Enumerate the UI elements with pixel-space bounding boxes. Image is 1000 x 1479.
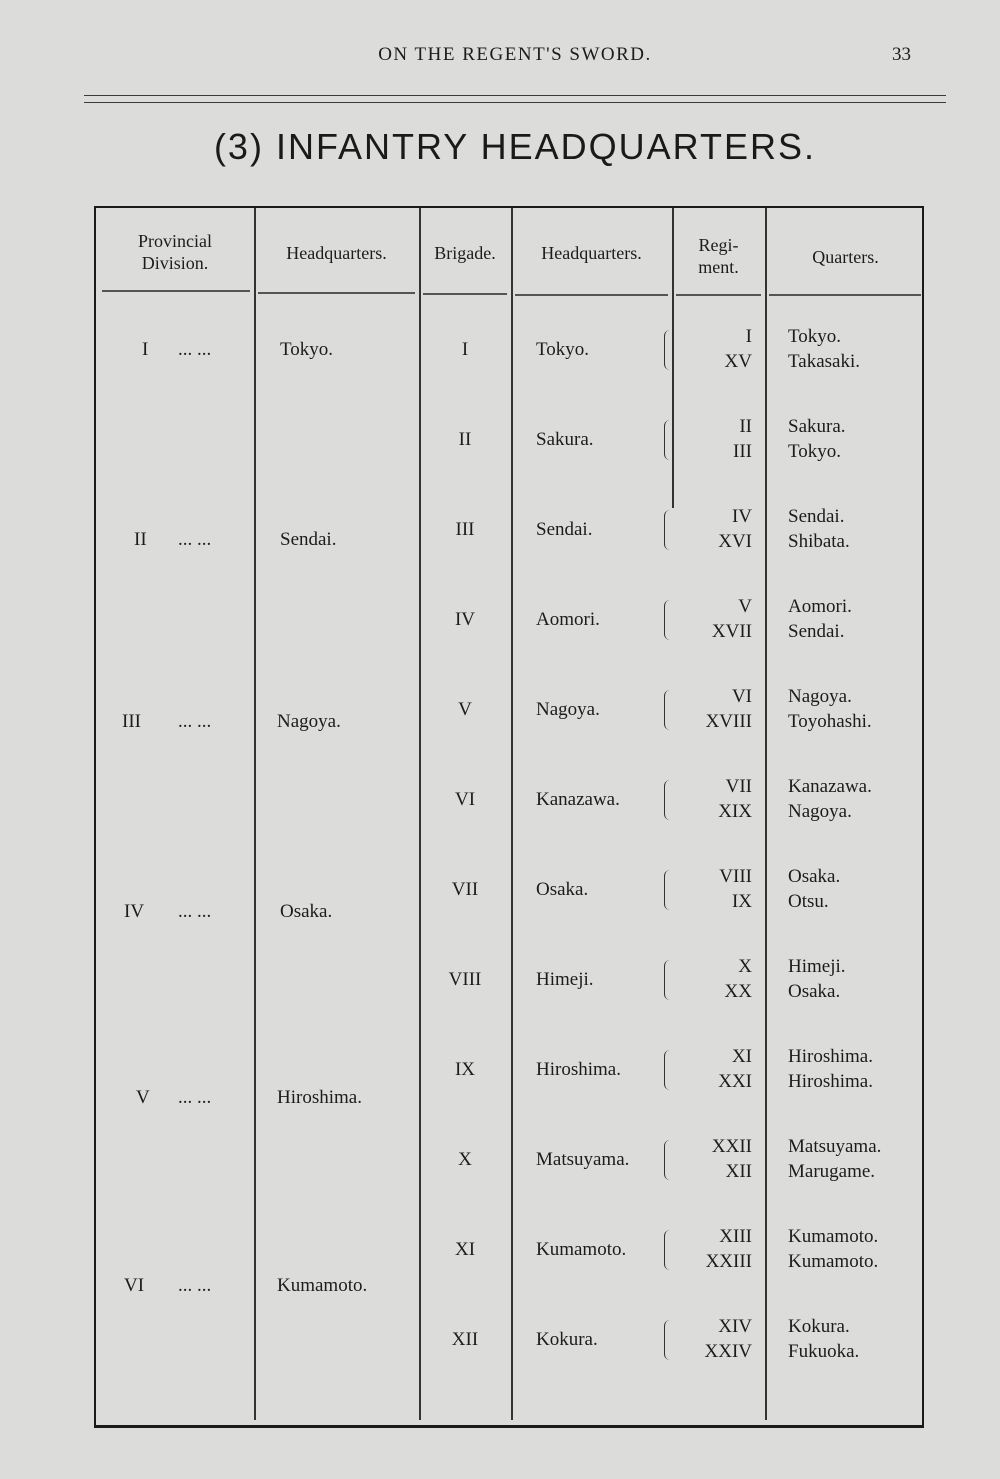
running-head — [0, 44, 1000, 74]
brigade-headquarters: Kumamoto. — [536, 1239, 627, 1260]
header-rule — [515, 294, 668, 296]
brigade-number: XII — [451, 1329, 479, 1350]
header-brigade: Brigade. — [434, 243, 496, 263]
division-headquarters: Osaka. — [280, 901, 333, 922]
brigade-headquarters: Nagoya. — [536, 699, 600, 720]
regiment-number: X — [738, 956, 752, 977]
header-rule — [102, 290, 250, 292]
header-rule — [258, 292, 415, 294]
brigade-number: IV — [454, 609, 476, 630]
quarters-location: Fukuoka. — [788, 1341, 860, 1362]
regiment-number: XXIII — [705, 1251, 752, 1272]
brigade-headquarters: Himeji. — [536, 969, 594, 990]
header-quarters: Quarters. — [812, 247, 879, 267]
brace-icon — [664, 420, 670, 460]
brigade-row — [96, 1314, 926, 1366]
division-dots: ... ... — [178, 339, 212, 360]
brace-icon — [664, 330, 670, 370]
regiment-number: XXI — [718, 1071, 752, 1092]
division-dots: ... ... — [178, 1087, 212, 1108]
brigade-row — [96, 774, 926, 826]
brigade-number: V — [458, 699, 472, 720]
quarters-location: Marugame. — [788, 1161, 876, 1182]
brigade-number: II — [458, 429, 472, 450]
quarters-location: Tokyo. — [788, 441, 842, 462]
regiment-number: XVI — [718, 531, 752, 552]
division-dots: ... ... — [178, 1275, 212, 1296]
quarters-location: Matsuyama. — [788, 1136, 882, 1157]
regiment-number: I — [745, 326, 752, 347]
header-rule — [769, 294, 921, 296]
brace-icon — [664, 600, 670, 640]
brigade-number: VIII — [448, 969, 482, 990]
division-headquarters: Kumamoto. — [277, 1275, 368, 1296]
quarters-location: Kumamoto. — [788, 1226, 879, 1247]
regiment-number: VII — [725, 776, 752, 797]
brigade-number: III — [455, 519, 475, 540]
header-brigade-headquarters: Headquarters. — [541, 243, 642, 263]
regiment-number: V — [738, 596, 752, 617]
double-rule — [84, 95, 946, 103]
quarters-location: Osaka. — [788, 981, 841, 1002]
quarters-location: Kokura. — [788, 1316, 850, 1337]
header-provincial-division-line1: Provincial — [138, 231, 212, 251]
brigade-headquarters: Sendai. — [536, 519, 593, 540]
division-dots: ... ... — [178, 901, 212, 922]
quarters-location: Sakura. — [788, 416, 846, 437]
brigade-row — [96, 504, 926, 556]
division-number: III — [122, 711, 141, 732]
brigade-number: I — [461, 339, 469, 360]
regiment-number: XXII — [711, 1136, 752, 1157]
quarters-location: Sendai. — [788, 621, 845, 642]
header-regiment-line2: ment. — [698, 257, 739, 277]
regiment-number: XIV — [718, 1316, 752, 1337]
brigade-row — [96, 1134, 926, 1186]
regiment-number: IV — [731, 506, 752, 527]
brigade-number: X — [458, 1149, 472, 1170]
division-number: I — [142, 339, 149, 360]
regiment-number: XX — [724, 981, 752, 1002]
brigade-headquarters: Kanazawa. — [536, 789, 620, 810]
quarters-location: Osaka. — [788, 866, 841, 887]
division-number: IV — [124, 901, 145, 922]
brigade-number: VII — [451, 879, 479, 900]
header-regiment — [672, 234, 765, 278]
brigade-row — [96, 324, 926, 376]
brigade-number: XI — [454, 1239, 476, 1260]
division-headquarters: Sendai. — [280, 529, 337, 550]
regiment-number: VI — [731, 686, 752, 707]
regiment-number: XIX — [718, 801, 752, 822]
division-number: VI — [124, 1275, 145, 1296]
header-division-headquarters: Headquarters. — [286, 243, 387, 263]
quarters-location: Kanazawa. — [788, 776, 872, 797]
regiment-number: III — [733, 441, 752, 462]
regiment-number: VIII — [719, 866, 752, 887]
brigade-headquarters: Tokyo. — [536, 339, 590, 360]
brace-icon — [664, 1230, 670, 1270]
brigade-row — [96, 684, 926, 736]
quarters-location: Nagoya. — [788, 686, 852, 707]
brace-icon — [664, 1050, 670, 1090]
division-number: II — [134, 529, 147, 550]
brigade-headquarters: Matsuyama. — [536, 1149, 630, 1170]
brigade-number: VI — [454, 789, 476, 810]
regiment-number: XIII — [719, 1226, 752, 1247]
header-rule — [423, 293, 507, 295]
quarters-location: Shibata. — [788, 531, 850, 552]
division-headquarters: Hiroshima. — [277, 1087, 362, 1108]
header-provincial-division — [96, 230, 254, 274]
running-title: ON THE REGENT'S SWORD. — [378, 44, 652, 65]
page-number: 33 — [892, 44, 911, 65]
brace-icon — [664, 690, 670, 730]
brigade-headquarters: Kokura. — [536, 1329, 598, 1350]
quarters-location: Otsu. — [788, 891, 829, 912]
quarters-location: Kumamoto. — [788, 1251, 879, 1272]
brace-icon — [664, 870, 670, 910]
quarters-location: Nagoya. — [788, 801, 852, 822]
division-headquarters: Tokyo. — [280, 339, 334, 360]
infantry-headquarters-table — [94, 206, 924, 1428]
division-headquarters: Nagoya. — [277, 711, 341, 732]
brace-icon — [664, 960, 670, 1000]
brace-icon — [664, 1320, 670, 1360]
quarters-location: Himeji. — [788, 956, 846, 977]
quarters-location: Hiroshima. — [788, 1071, 873, 1092]
regiment-number: XXIV — [704, 1341, 752, 1362]
header-rule — [676, 294, 761, 296]
division-dots: ... ... — [178, 529, 212, 550]
regiment-number: XI — [731, 1046, 752, 1067]
regiment-number: XVII — [711, 621, 752, 642]
quarters-location: Takasaki. — [788, 351, 861, 372]
quarters-location: Toyohashi. — [788, 711, 872, 732]
brigade-headquarters: Hiroshima. — [536, 1059, 621, 1080]
brigade-row — [96, 594, 926, 646]
brace-icon — [664, 780, 670, 820]
quarters-location: Aomori. — [788, 596, 852, 617]
brigade-row — [96, 864, 926, 916]
brigade-row — [96, 1224, 926, 1276]
table-title: (3) INFANTRY HEADQUARTERS. — [213, 126, 817, 167]
regiment-number: XV — [724, 351, 752, 372]
brace-icon — [664, 510, 670, 550]
brigade-headquarters: Osaka. — [536, 879, 589, 900]
quarters-location: Hiroshima. — [788, 1046, 873, 1067]
brigade-headquarters: Aomori. — [536, 609, 600, 630]
brigade-row — [96, 414, 926, 466]
quarters-location: Tokyo. — [788, 326, 842, 347]
header-provincial-division-line2: Division. — [141, 253, 209, 273]
brigade-number: IX — [454, 1059, 476, 1080]
division-dots: ... ... — [178, 711, 212, 732]
brigade-row — [96, 1044, 926, 1096]
header-regiment-line1: Regi- — [698, 235, 739, 255]
brigade-row — [96, 954, 926, 1006]
regiment-number: XII — [725, 1161, 752, 1182]
division-number: V — [136, 1087, 150, 1108]
regiment-number: II — [739, 416, 752, 437]
regiment-number: XVIII — [705, 711, 752, 732]
brigade-headquarters: Sakura. — [536, 429, 594, 450]
regiment-number: IX — [731, 891, 752, 912]
brace-icon — [664, 1140, 670, 1180]
quarters-location: Sendai. — [788, 506, 845, 527]
